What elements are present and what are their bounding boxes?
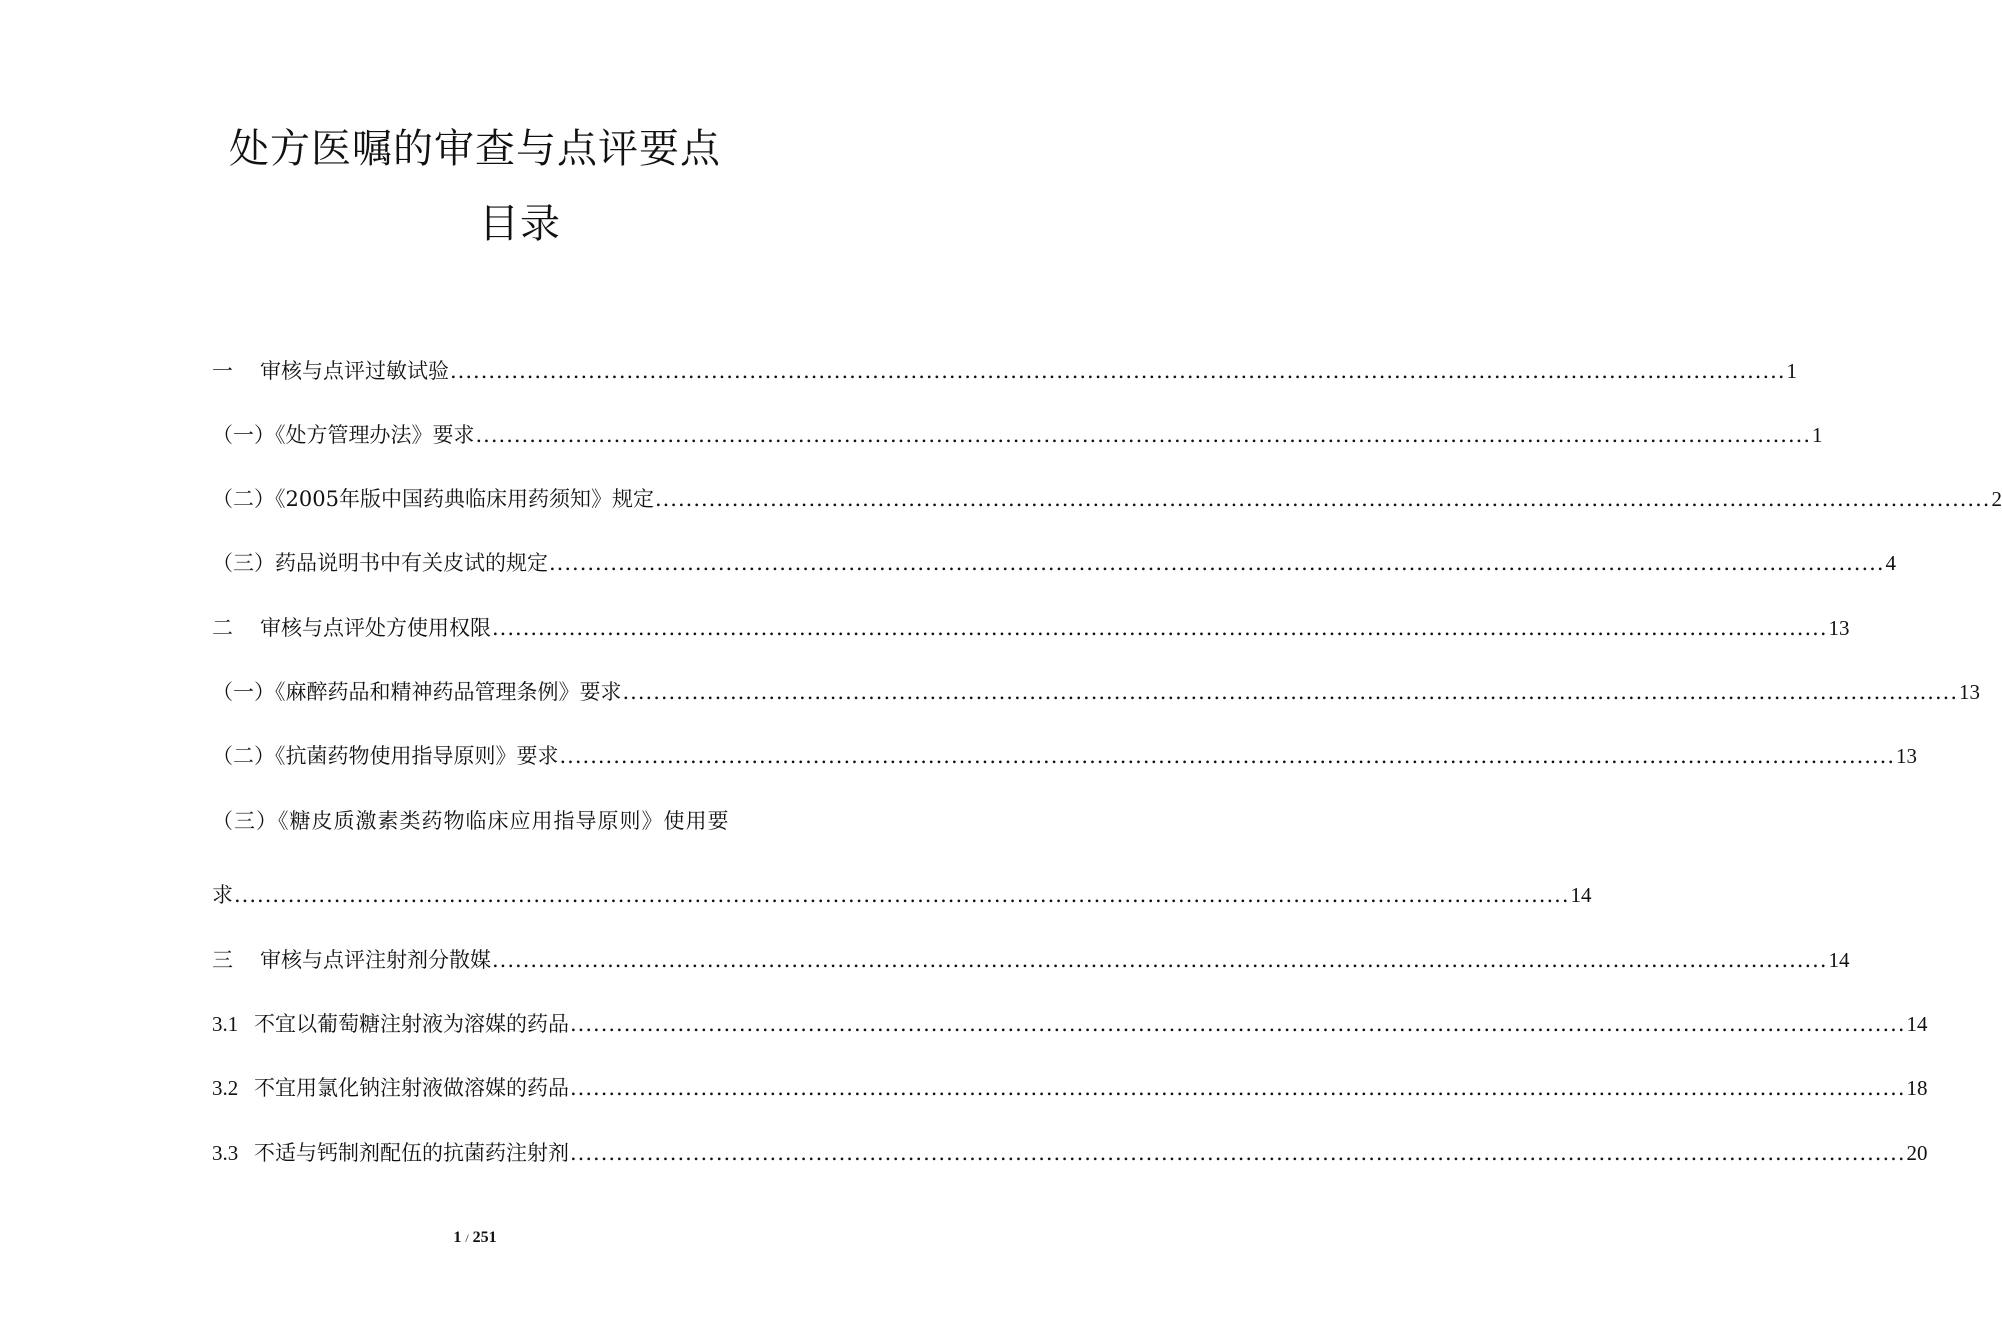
- toc-entry-number: 3.3: [212, 1141, 239, 1165]
- toc-entry-label: 不适与钙制剂配伍的抗菌药注射剂: [254, 1141, 569, 1165]
- toc-entry[interactable]: [212, 1072, 1928, 1104]
- toc-entry-label: 不宜用氯化钠注射液做溶媒的药品: [254, 1076, 569, 1100]
- toc-leader-dots: ..............................................................................................................................................................................: [570, 1012, 1906, 1036]
- toc-entry-label: （一）《麻醉药品和精神药品管理条例》要求: [212, 680, 622, 704]
- total-page-count: 251: [472, 1229, 497, 1246]
- toc-entry-page: 14: [1828, 948, 1850, 972]
- toc-entry-label: 审核与点评注射剂分散媒: [260, 948, 491, 972]
- toc-leader-dots: ..............................................................................................................................................................................: [570, 1076, 1906, 1100]
- toc-entry-label: 审核与点评处方使用权限: [260, 616, 491, 640]
- toc-entry-number: 三: [212, 948, 233, 972]
- toc-leader-dots: ..............................................................................................................................................................................: [570, 1141, 1906, 1165]
- toc-leader-dots: ..............................................................................................................................................................................: [492, 616, 1828, 640]
- toc-entry-number: 3.1: [212, 1012, 239, 1036]
- toc-entry-page: 1: [1786, 359, 1798, 383]
- toc-leader-dots: ..............................................................................................................................................................................: [549, 551, 1885, 575]
- toc-entry-page: 20: [1906, 1141, 1928, 1165]
- toc-entry-page: 13: [1959, 680, 1981, 704]
- toc-entry-label: 审核与点评过敏试验: [260, 359, 449, 383]
- toc-leader-dots: ..............................................................................................................................................................................: [559, 744, 1896, 768]
- toc-entry-page: 13: [1896, 744, 1918, 768]
- toc-entry-number: 二: [212, 616, 233, 640]
- toc-entry[interactable]: [212, 483, 2002, 515]
- toc-entry-number: 一: [212, 359, 233, 383]
- toc-entry-page: 14: [1570, 883, 1592, 907]
- toc-leader-dots: ..............................................................................................................................................................................: [475, 423, 1812, 447]
- toc-entry[interactable]: [212, 547, 1897, 579]
- toc-entry[interactable]: [212, 1008, 1928, 1040]
- toc-entry-label: （二）《2005年版中国药典临床用药须知》规定: [212, 487, 654, 511]
- toc-entry-label: （三）《糖皮质激素类药物临床应用指导原则》使用要: [212, 809, 730, 833]
- current-page-number: 1: [453, 1229, 462, 1246]
- toc-entry-number: 3.2: [212, 1076, 239, 1100]
- toc-entry-page: 18: [1906, 1076, 1928, 1100]
- toc-entry[interactable]: [212, 612, 1850, 644]
- toc-leader-dots: ..............................................................................................................................................................................: [234, 883, 1570, 907]
- toc-entry-wrapped[interactable]: [212, 805, 938, 837]
- toc-entry[interactable]: [212, 740, 1918, 772]
- toc-leader-dots: ..............................................................................................................................................................................: [450, 359, 1786, 383]
- toc-heading: 目录: [479, 201, 561, 247]
- toc-entry-label: 不宜以葡萄糖注射液为溶媒的药品: [254, 1012, 569, 1036]
- toc-entry-label: （二）《抗菌药物使用指导原则》要求: [212, 744, 559, 768]
- toc-entry[interactable]: [212, 1137, 1928, 1169]
- toc-leader-dots: ..............................................................................................................................................................................: [622, 680, 1959, 704]
- document-title: 处方医嘱的审查与点评要点: [229, 126, 721, 172]
- toc-entry[interactable]: [212, 676, 1981, 708]
- toc-entry-page: 4: [1885, 551, 1897, 575]
- toc-entry-label-continuation: 求: [212, 883, 233, 907]
- toc-entry[interactable]: [212, 355, 1798, 387]
- toc-entry-page: 14: [1906, 1012, 1928, 1036]
- toc-entry[interactable]: [212, 944, 1850, 976]
- toc-leader-dots: ..............................................................................................................................................................................: [492, 948, 1828, 972]
- toc-entry-page: 13: [1828, 616, 1850, 640]
- toc-entry[interactable]: [212, 419, 1823, 451]
- page-separator: /: [465, 1231, 469, 1245]
- toc-leader-dots: ..............................................................................................................................................................................: [654, 487, 1991, 511]
- toc-entry-page: 1: [1812, 423, 1823, 447]
- toc-entry-page: 2: [1991, 487, 2002, 511]
- toc-entry-label: （三）药品说明书中有关皮试的规定: [212, 551, 548, 575]
- page-number-footer: [0, 1228, 950, 1248]
- toc-entry-continuation[interactable]: [212, 879, 1592, 911]
- toc-entry-label: （一）《处方管理办法》要求: [212, 423, 475, 447]
